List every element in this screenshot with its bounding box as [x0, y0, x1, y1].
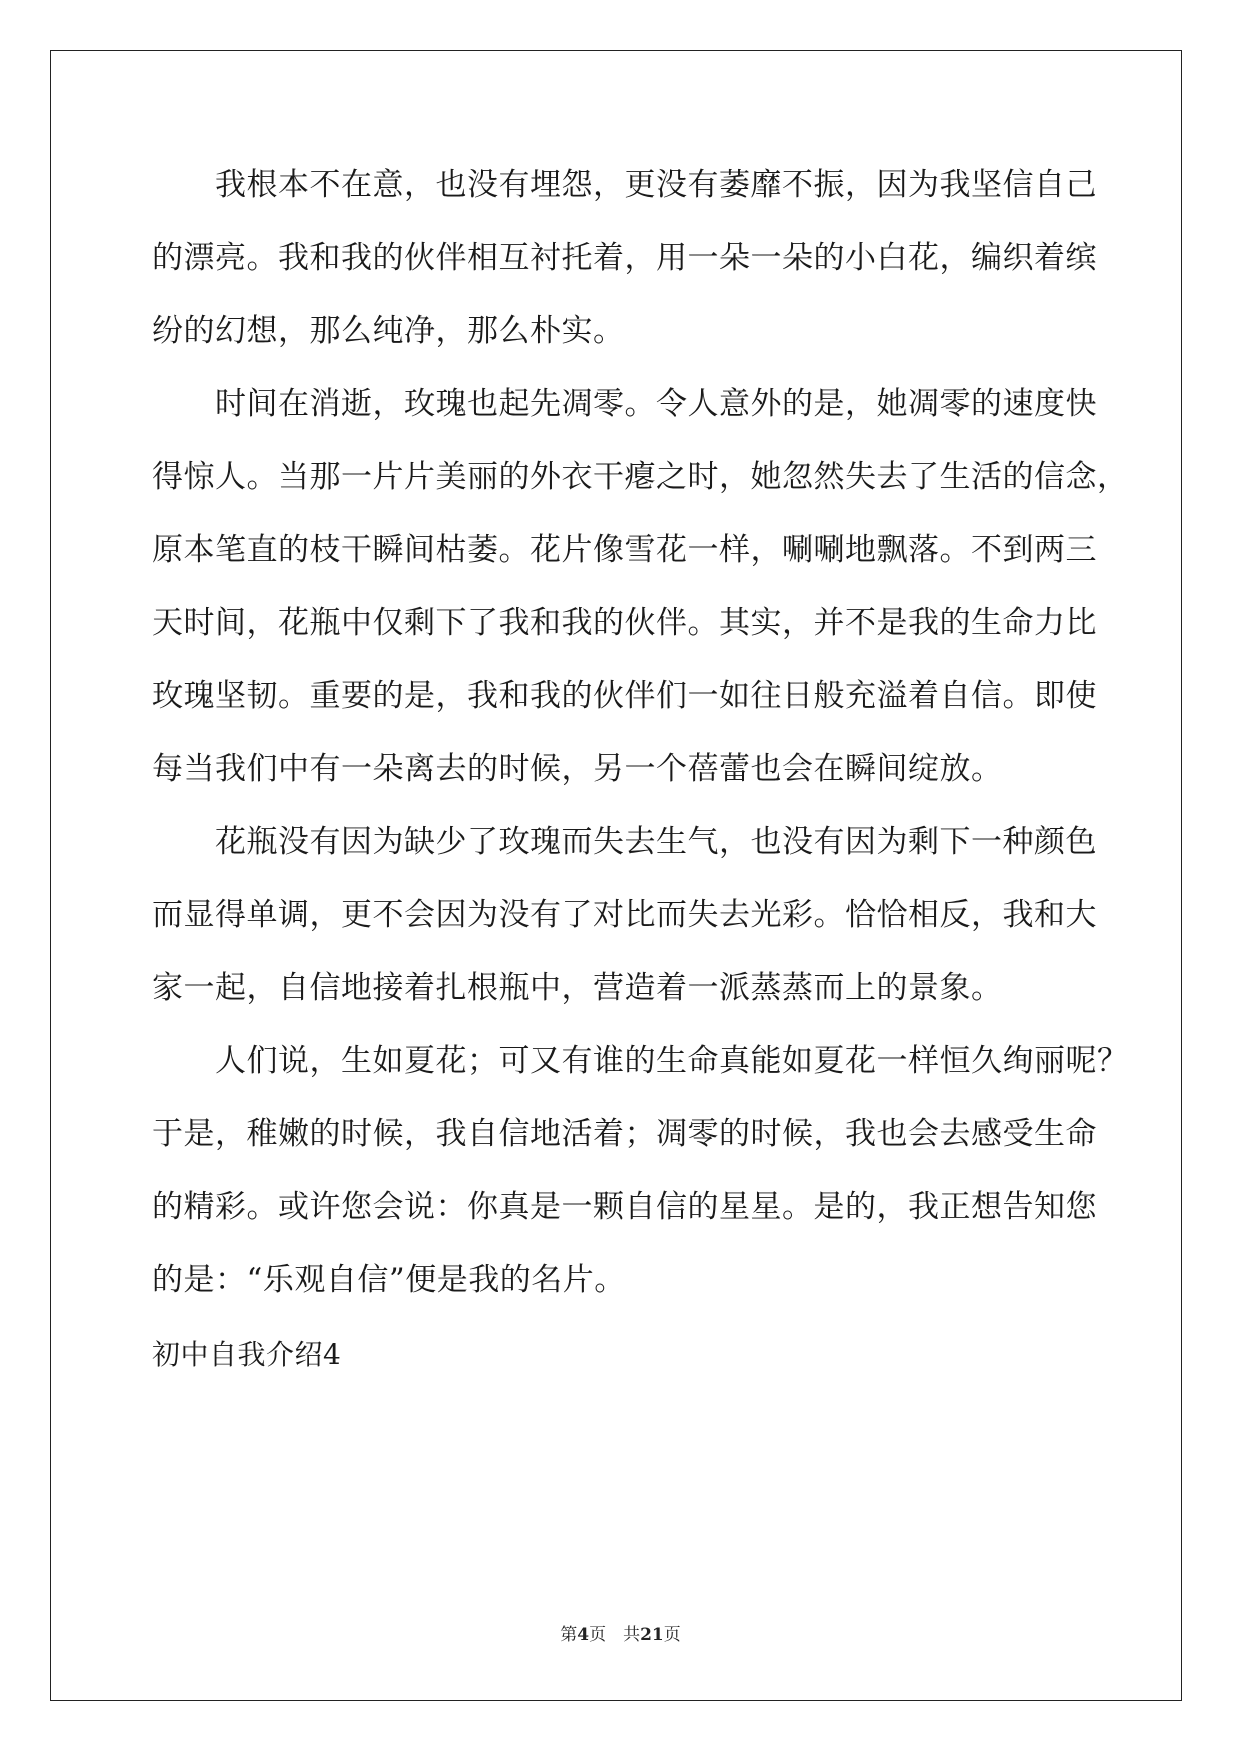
- footer-middle: 页 共: [589, 1625, 641, 1645]
- text-line: 原本笔直的枝干瞬间枯萎。花片像雪花一样，唰唰地飘落。不到两三: [152, 532, 1097, 568]
- text-line: 的是：“乐观自信”便是我的名片。: [152, 1262, 626, 1298]
- section-heading: 初中自我介绍4: [152, 1338, 342, 1371]
- text-line: 家一起，自信地接着扎根瓶中，营造着一派蒸蒸而上的景象。: [152, 970, 1003, 1006]
- text-line: 于是，稚嫩的时候，我自信地活着；凋零的时候，我也会去感受生命: [152, 1116, 1097, 1152]
- text-line: 天时间，花瓶中仅剩下了我和我的伙伴。其实，并不是我的生命力比: [152, 605, 1097, 641]
- text-line: 的精彩。或许您会说：你真是一颗自信的星星。是的，我正想告知您: [152, 1189, 1097, 1225]
- footer-suffix: 页: [663, 1625, 681, 1645]
- text-line: 而显得单调，更不会因为没有了对比而失去光彩。恰恰相反，我和大: [152, 897, 1097, 933]
- page-footer: [0, 1620, 1241, 1645]
- text-line: 得惊人。当那一片片美丽的外衣干瘪之时，她忽然失去了生活的信念，: [152, 459, 1129, 495]
- text-line: 纷的幻想，那么纯净，那么朴实。: [152, 313, 625, 349]
- text-line: 我根本不在意，也没有埋怨，更没有萎靡不振，因为我坚信自己: [152, 167, 1097, 203]
- total-pages-number: 21: [640, 1625, 664, 1645]
- text-line: 玫瑰坚韧。重要的是，我和我的伙伴们一如往日般充溢着自信。即使: [152, 678, 1097, 714]
- text-line: 时间在消逝，玫瑰也起先凋零。令人意外的是，她凋零的速度快: [152, 386, 1097, 422]
- current-page-number: 4: [577, 1625, 590, 1645]
- text-line: 花瓶没有因为缺少了玫瑰而失去生气，也没有因为剩下一种颜色: [152, 824, 1097, 860]
- text-line: 每当我们中有一朵离去的时候，另一个蓓蕾也会在瞬间绽放。: [152, 751, 1003, 787]
- text-line: 的漂亮。我和我的伙伴相互衬托着，用一朵一朵的小白花，编织着缤: [152, 240, 1097, 276]
- text-line: 人们说，生如夏花；可又有谁的生命真能如夏花一样恒久绚丽呢？: [152, 1043, 1129, 1079]
- page-border: [50, 50, 1182, 1701]
- footer-prefix: 第: [560, 1625, 578, 1645]
